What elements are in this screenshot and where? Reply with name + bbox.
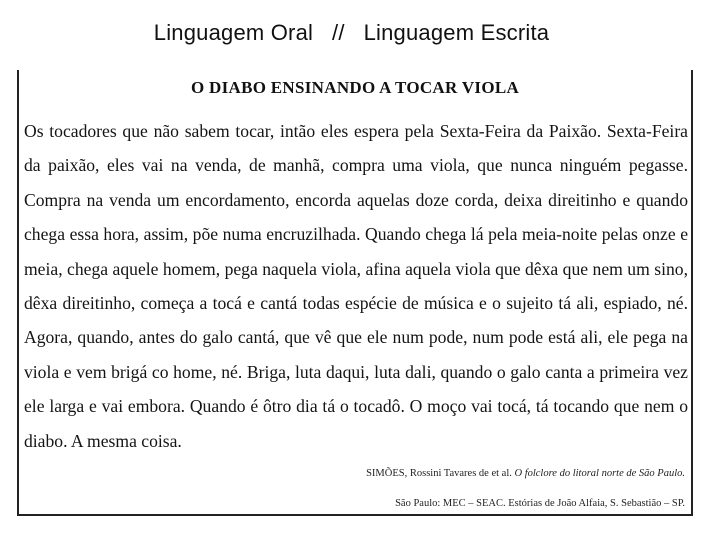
source-author: SIMÕES, Rossini Tavares de et al.: [366, 468, 512, 479]
story-line: chega essa hora, assim, põe numa encruzilhada. Quando chega lá pela meia-noite pelas onze e: [24, 224, 688, 245]
source-work: O folclore do litoral norte de São Paulo.: [514, 468, 685, 479]
story-line: Os tocadores que não sabem tocar, intão eles espera pela Sexta-Feira da Paixão. Sexta-Feira: [24, 121, 688, 141]
story-line: dêxa direitinho, começa a tocá e cantá todas espécie de música e o sujeito tá ali, espiado, né.: [24, 292, 688, 313]
story-text: [24, 114, 688, 458]
story-line: Compra na venda um encordamento, encorda aquelas doze corda, deixa direitinho e quando: [24, 189, 688, 210]
story-line: Agora, quando, antes do galo cantá, que vê que ele num pode, num pode está ali, ele pega na: [24, 327, 688, 348]
story-line: ele larga e vai embora. Quando é ôtro dia tá o tocadô. O moço vai tocá, tá tocando que nem o: [24, 396, 688, 417]
story-line: viola e vem brigá co home, né. Briga, luta daqui, luta dali, quando o galo canta a primeira vez: [24, 361, 688, 382]
source-publisher: São Paulo: MEC – SEAC. Estórias de João Alfaia, S. Sebastião – SP.: [395, 498, 685, 509]
story-title: O DIABO ENSINANDO A TOCAR VIOLA: [190, 78, 520, 97]
story-line: da paixão, eles vai na venda, de manhã, compra uma viola, que nunca ninguém pegasse.: [24, 155, 688, 176]
story-line: meia, chega aquele homem, pega naquela viola, afina aquela viola que dêxa que nem um sino,: [24, 258, 688, 279]
slide-title: Linguagem Oral // Linguagem Escrita: [153, 20, 550, 45]
document-scan: [17, 70, 693, 516]
source-citation: [165, 468, 685, 479]
story-line-last: diabo. A mesma coisa.: [24, 430, 182, 451]
